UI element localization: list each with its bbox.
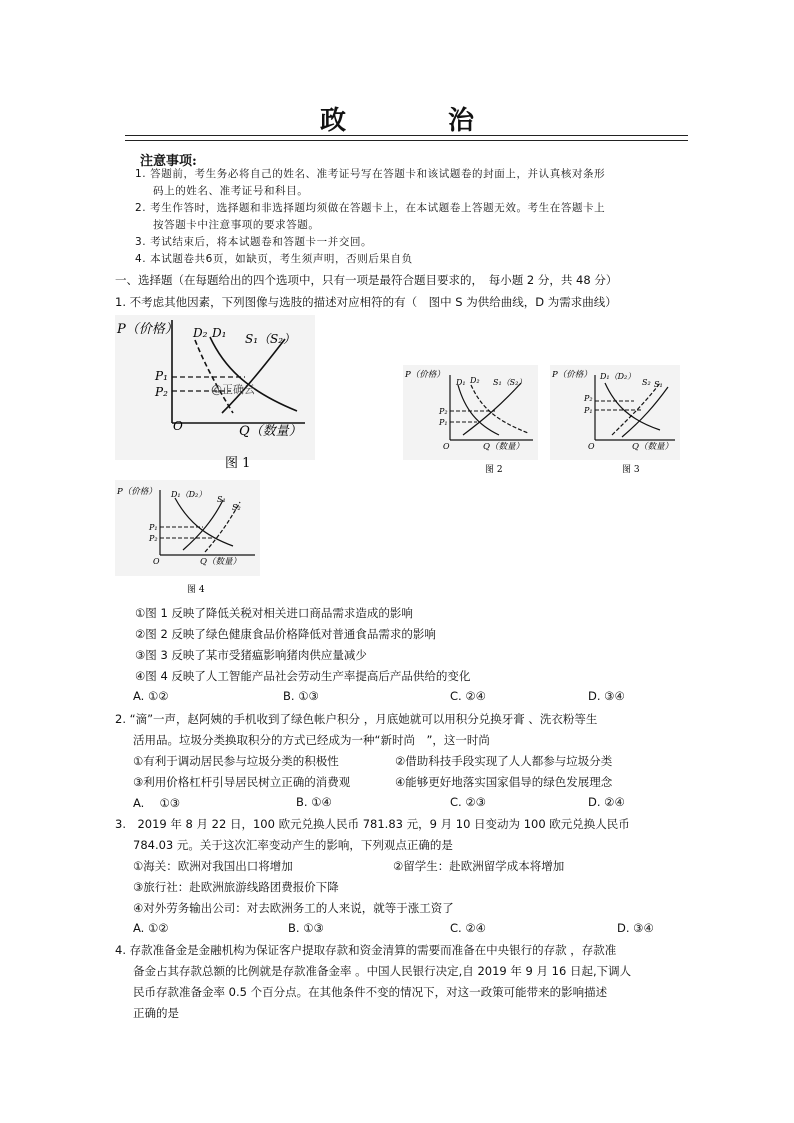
q2-option-b[interactable]: B. ①④ [296,795,332,809]
figure-4 [115,480,260,598]
question-1-stem: 1. 不考虑其他因素，下列图像与选肢的描述对应相符的有（ 图中 S 为供给曲线，D 为需求曲线） [115,295,617,309]
q3-option-d[interactable]: D. ③④ [617,921,654,935]
q1-option-b[interactable]: B. ①③ [283,689,319,703]
q2-option-a[interactable]: A. ①③ [133,796,181,810]
axis-label-p: P（价格） [117,322,178,337]
q3-statement: ④对外劳务输出公司：对去欧洲务工的人来说，就等于涨工资了 [133,901,454,915]
page-title: 政 治 [319,106,512,136]
label-s: S₁（S₂） [245,332,296,346]
origin-label: O [173,419,183,433]
axis-label-p: P（价格） [405,370,445,380]
title-rule-thick [125,135,688,136]
label-p2: P₂ [155,385,168,399]
label-d1: D₁ [456,378,466,387]
q1-statement: ②图 2 反映了绿色健康食品价格降低对普通食品需求的影响 [135,627,436,641]
question-3-stem: 784.03 元。关于这次汇率变动产生的影响，下列观点正确的是 [133,838,453,852]
q3-option-b[interactable]: B. ①③ [288,921,324,935]
label-d2: D₂ [470,376,480,385]
question-4-stem: 民币存款准备金率 0.5 个百分点。在其他条件不变的情况下，对这一政策可能带来的影响描述 [133,985,608,999]
q2-statement: ①有利于调动居民参与垃圾分类的积极性 [133,754,339,768]
origin-label: O [588,442,595,451]
axis-label-p: P（价格） [552,370,592,380]
section-heading: 一、选择题（在每题给出的四个选项中，只有一项是最符合题目要求的， 每小题 2 分，共 48 分） [115,273,618,287]
figure-2 [403,365,538,477]
label-p1: P₁ [149,523,158,532]
axis-label-q: Q（数量） [239,424,302,439]
question-4-stem: 正确的是 [133,1006,179,1020]
label-p1: P₁ [155,369,168,383]
label-d2: D₂ [193,326,208,340]
axis-label-q: Q（数量） [632,442,673,452]
q1-option-a[interactable]: A. ①② [133,689,169,703]
label-s1: S₁ [654,380,663,389]
notice-item: 3. 考试结束后，将本试题卷和答题卡一并交回。 [135,236,373,248]
q1-statement: ①图 1 反映了降低关税对相关进口商品需求造成的影响 [135,606,413,620]
q3-statement: ②留学生：赴欧洲留学成本将增加 [393,859,565,873]
q1-option-c[interactable]: C. ②④ [450,689,486,703]
question-2-stem: 2. “滴”一声，赵阿姨的手机收到了绿色帐户积分 ，月底她就可以用积分兑换牙膏 、洗衣粉等生 [115,712,598,726]
watermark: @正确云 [211,383,255,396]
q1-statement: ③图 3 反映了某市受猪瘟影响猪肉供应量减少 [135,648,367,662]
q1-statement: ④图 4 反映了人工智能产品社会劳动生产率提高后产品供给的变化 [135,669,471,683]
title-rule-thin [125,140,688,141]
figure-caption: 图 2 [485,465,503,475]
label-s2: S₂ [232,503,241,512]
q3-statement: ③旅行社：赴欧洲旅游线路团费报价下降 [133,880,339,894]
axis-label-q: Q（数量） [483,442,524,452]
question-3-stem: 3. 2019 年 8 月 22 日，100 欧元兑换人民币 781.83 元，9 月 10 日变动为 100 欧元兑换人民币 [115,817,630,831]
label-p2: P₂ [149,534,158,543]
label-p2: P₂ [584,394,593,403]
q2-option-c[interactable]: C. ②③ [450,795,486,809]
figure-3 [550,365,680,477]
figure-caption: 图 4 [187,585,205,595]
q2-statement: ②借助科技手段实现了人人都参与垃圾分类 [395,754,613,768]
q2-statement: ④能够更好地落实国家倡导的绿色发展理念 [395,775,613,789]
q3-option-c[interactable]: C. ②④ [450,921,486,935]
label-s1: S₁ [217,495,226,504]
notice-item: 4. 本试题卷共6页，如缺页，考生须声明，否则后果自负 [135,253,413,265]
q3-option-a[interactable]: A. ①② [133,921,169,935]
label-p1: P₁ [584,406,593,415]
question-4-stem: 备金占其存款总额的比例就是存款准备金率 。中国人民银行决定,自 2019 年 9 月 16 日起,下调人 [133,964,632,978]
axis-label-q: Q（数量） [200,557,241,567]
q2-statement: ③利用价格杠杆引导居民树立正确的消费观 [133,775,351,789]
q3-statement: ①海关：欧洲对我国出口将增加 [133,859,293,873]
label-s2: S₂ [642,378,651,387]
label-p1: P₁ [439,418,448,427]
axis-label-p: P（价格） [117,487,157,497]
notice-item: 码上的姓名、准考证号和科目。 [153,185,309,197]
notice-item: 按答题卡中注意事项的要求答题。 [153,219,320,231]
q2-option-d[interactable]: D. ②④ [588,795,625,809]
origin-label: O [153,557,160,566]
notice-heading: 注意事项: [140,154,197,169]
label-d1: D₁ [212,326,227,340]
question-4-stem: 4. 存款准备金是金融机构为保证客户提取存款和资金清算的需要而准备在中央银行的存款 ，存款准 [115,943,617,957]
label-s: S₁（S₂） [493,378,527,387]
figure-caption: 图 3 [622,465,640,475]
q1-option-d[interactable]: D. ③④ [588,689,625,703]
notice-item: 1. 答题前，考生务必将自己的姓名、准考证号写在答题卡和该试题卷的封面上，并认真核对条形 [135,168,606,180]
question-2-stem: 活用品。垃圾分类换取积分的方式已经成为一种“新时尚 ”，这一时尚 [133,733,490,747]
label-d: D₁（D₂） [171,490,207,499]
figure-caption: 图 1 [225,456,251,471]
label-p2: P₂ [439,407,448,416]
label-d: D₁（D₂） [600,372,636,381]
origin-label: O [443,442,450,451]
figure-1 [115,315,315,475]
notice-item: 2. 考生作答时，选择题和非选择题均须做在答题卡上，在本试题卷上答题无效。考生在答题卡上 [135,202,606,214]
